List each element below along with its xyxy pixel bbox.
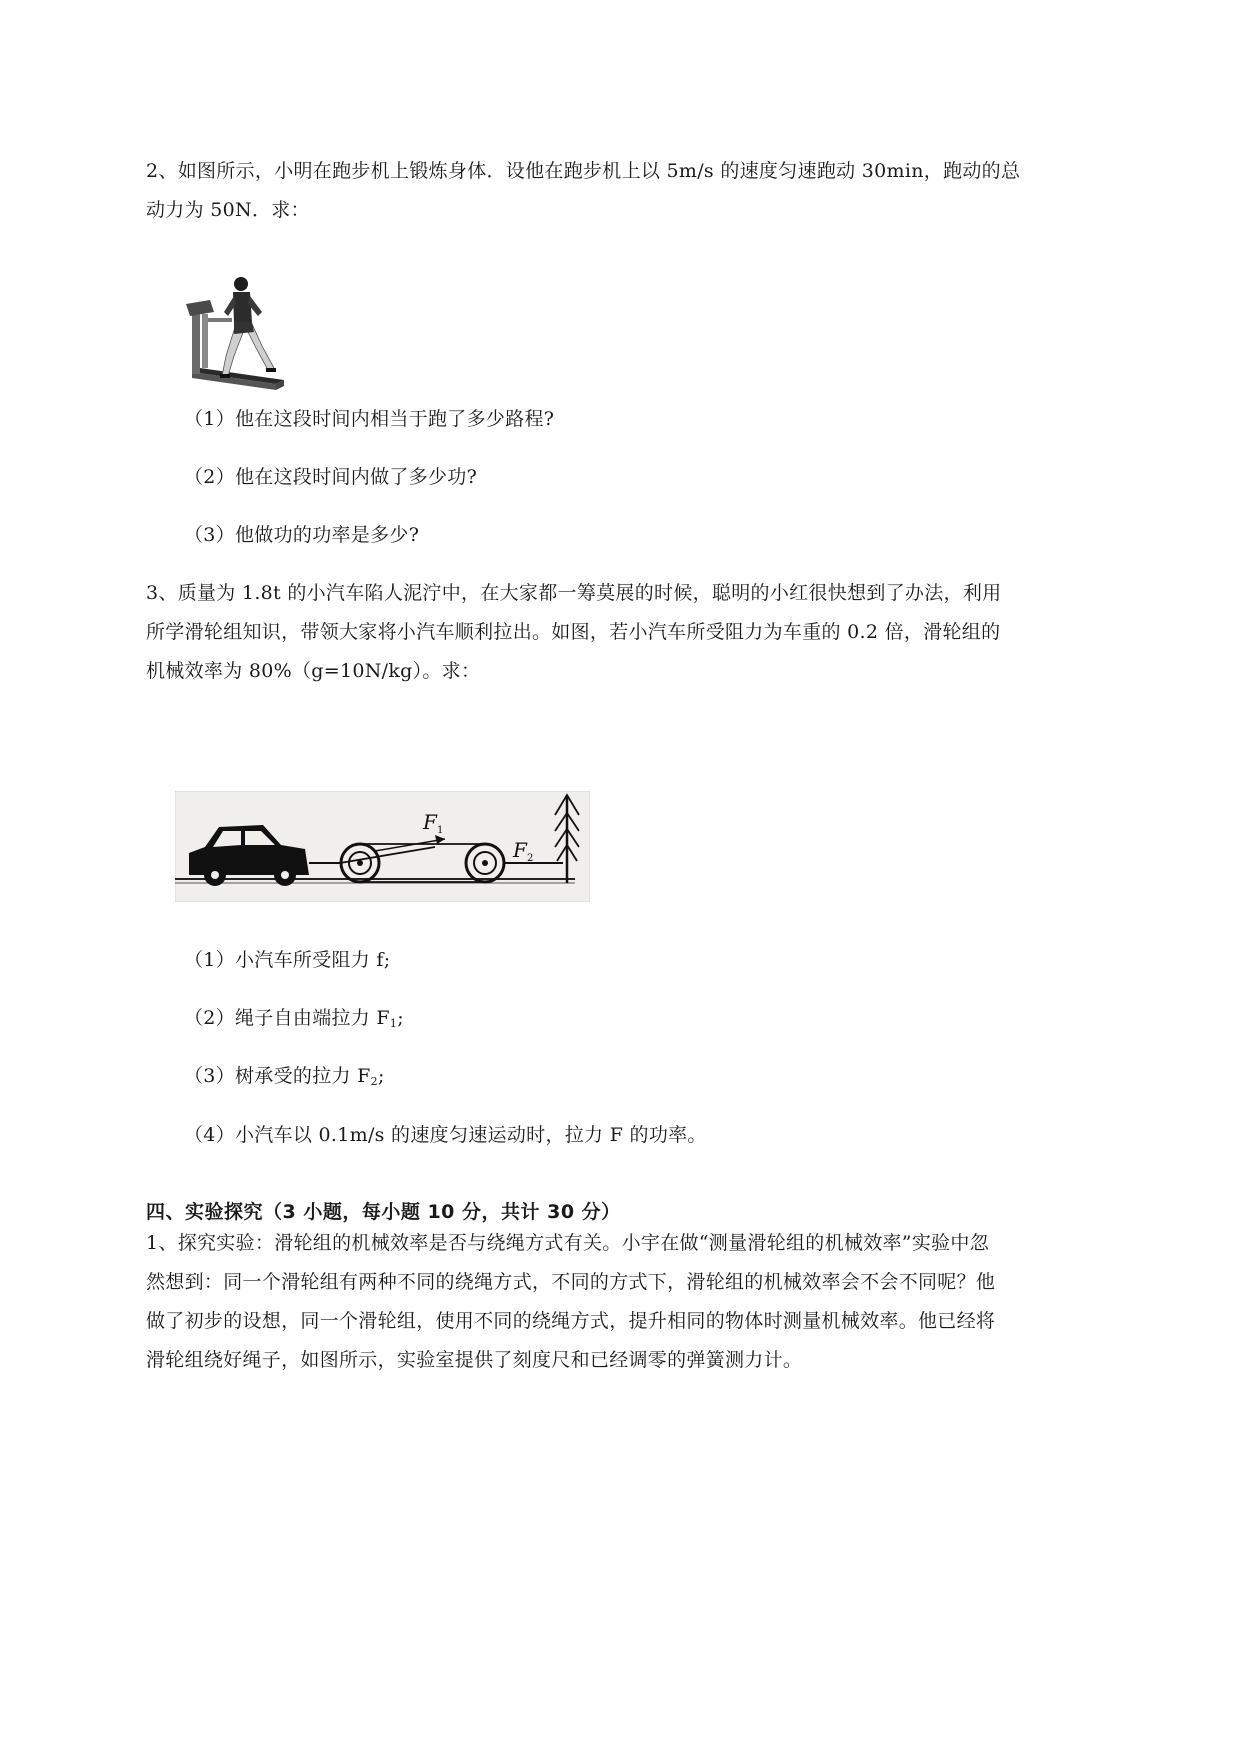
q3-stem-line3: 机械效率为 80%（g=10N/kg）。求： <box>146 660 481 682</box>
q4-stem-line3: 做了初步的设想，同一个滑轮组，使用不同的绕绳方式，提升相同的物体时测量机械效率。他已经将 <box>146 1310 996 1332</box>
runner-head <box>234 277 248 291</box>
q3-stem-line1: 3、质量为 1.8t 的小汽车陷人泥泞中，在大家都一筹莫展的时候，聪明的小红很快想到了办法，利用 <box>146 582 1002 604</box>
label-f2: F <box>513 838 527 862</box>
q3-sub3-end: ; <box>377 1065 385 1087</box>
section-heading: 四、实验探究（3 小题，每小题 10 分，共计 30 分） <box>146 1201 621 1223</box>
q3-sub2-index: 1 <box>389 1017 398 1030</box>
q3-sub3 <box>184 1061 385 1097</box>
label-f1-sub: 1 <box>437 825 444 836</box>
runner-torso <box>233 292 252 324</box>
q2-stem-line1: 2、如图所示，小明在跑步机上锻炼身体．设他在跑步机上以 5m/s 的速度匀速跑动 30min，跑动的总 <box>146 160 1021 182</box>
q4-stem-line2: 然想到：同一个滑轮组有两种不同的绕绳方式，不同的方式下，滑轮组的机械效率会不会不同呢？他 <box>146 1271 996 1293</box>
car-pulley-figure <box>175 791 590 902</box>
treadmill-runner-figure <box>178 272 288 400</box>
treadmill-post <box>192 310 200 374</box>
treadmill-console <box>186 300 214 316</box>
q3-sub4: （4）小汽车以 0.1m/s 的速度匀速运动时，拉力 F 的功率。 <box>184 1124 707 1146</box>
q4-stem-line4: 滑轮组绕好绳子，如图所示，实验室提供了刻度尺和已经调零的弹簧测力计。 <box>146 1349 803 1371</box>
q3-sub3-text: （3）树承受的拉力 F <box>184 1065 371 1087</box>
q2-sub3: （3）他做功的功率是多少? <box>184 524 420 546</box>
label-f1: F <box>423 810 437 834</box>
q2-sub1: （1）他在这段时间内相当于跑了多少路程? <box>184 408 555 430</box>
q2-sub2: （2）他在这段时间内做了多少功? <box>184 466 478 488</box>
q3-stem-line2: 所学滑轮组知识，带领大家将小汽车顺利拉出。如图，若小汽车所受阻力为车重的 0.2 倍，滑轮组的 <box>146 621 1001 643</box>
label-f2-sub: 2 <box>527 853 534 864</box>
q3-sub2-text: （2）绳子自由端拉力 F <box>184 1007 390 1029</box>
q3-sub1: （1）小汽车所受阻力 f; <box>184 949 391 971</box>
q3-sub3-index: 2 <box>370 1075 378 1088</box>
q3-sub2-end: ; <box>397 1007 404 1029</box>
q3-sub2 <box>184 1003 404 1039</box>
q4-stem-line1: 1、探究实验：滑轮组的机械效率是否与绕绳方式有关。小宇在做“测量滑轮组的机械效率”实验中忽 <box>146 1232 990 1254</box>
q2-stem-line2: 动力为 50N．求： <box>146 199 310 221</box>
